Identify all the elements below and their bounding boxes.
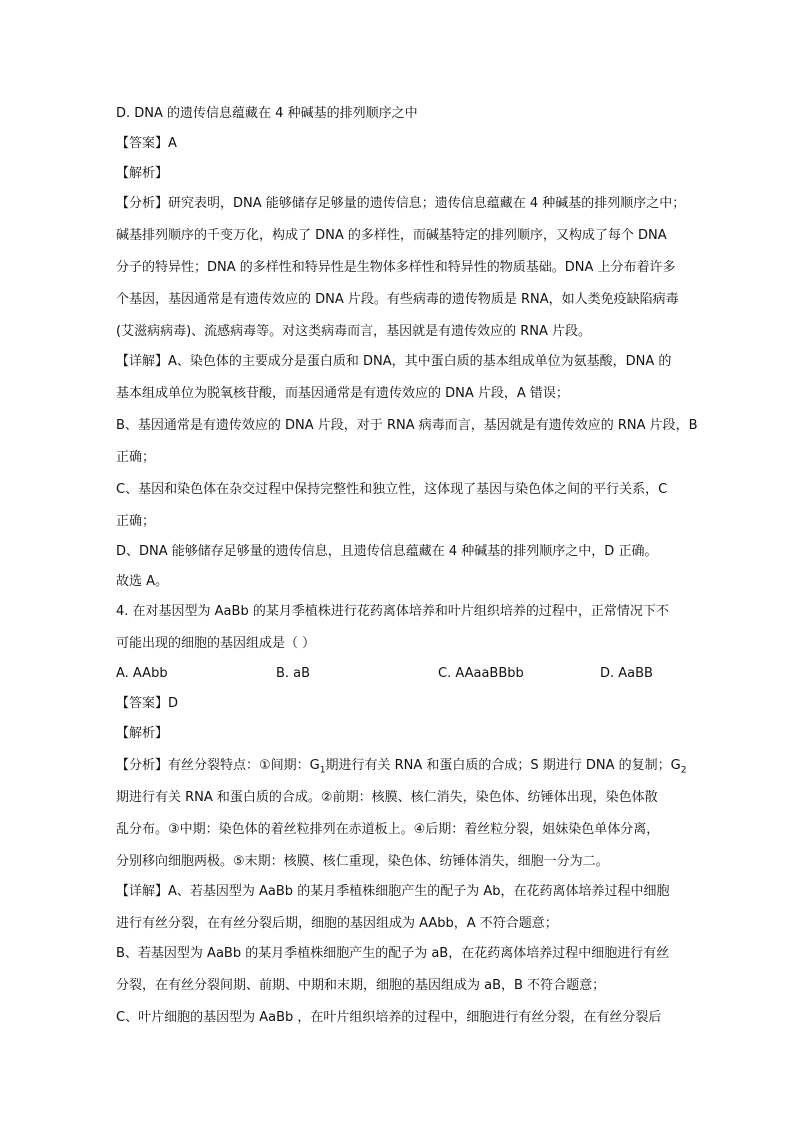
jiexi-label: 【解析】 — [116, 166, 169, 181]
detail-line: 正确； — [116, 450, 156, 465]
detail-line: 正确； — [116, 514, 156, 529]
subscript: 1 — [319, 765, 326, 776]
question-stem: 可能出现的细胞的基因组成是（ ） — [116, 636, 316, 651]
detail-line: 基本组成单位为脱氧核苷酸，而基因通常是有遗传效应的 DNA 片段，A 错误； — [116, 386, 569, 401]
detail-line: B、若基因型为 AaBb 的某月季植株细胞产生的配子为 aB，在花药离体培养过程中细胞进行有丝 — [116, 946, 670, 961]
analysis-line: 分别移向细胞两极。⑤末期：核膜、核仁重现，染色体、纺锤体消失，细胞一分为二。 — [116, 854, 609, 869]
subscript: 2 — [680, 765, 687, 776]
detail-line: B、基因通常是有遗传效应的 DNA 片段，对于 RNA 病毒而言，基因就是有遗传效应的 RNA 片段，B — [116, 418, 698, 433]
analysis-line: (艾滋病病毒)、流感病毒等。对这类病毒而言，基因就是有遗传效应的 RNA 片段。 — [116, 324, 592, 339]
question-stem: 4. 在对基因型为 AaBb 的某月季植株进行花药离体培养和叶片组织培养的过程中，正常情况下不 — [116, 604, 669, 619]
analysis-line: 分子的特异性；DNA 的多样性和特异性是生物体多样性和特异性的物质基础。DNA 上分布着许多 — [116, 260, 676, 275]
option-d: D. AaBB — [600, 666, 653, 681]
option-b: B. aB — [276, 666, 311, 681]
detail-line: 故选 A。 — [116, 574, 169, 589]
analysis-line: 碱基排列顺序的千变万化，构成了 DNA 的多样性，而碱基特定的排列顺序，又构成了每个 DNA — [116, 228, 667, 243]
detail-line: 【详解】A、若基因型为 AaBb 的某月季植株细胞产生的配子为 Ab，在花药离体培养过程中细胞 — [116, 884, 670, 899]
answer-label: 【答案】D — [116, 696, 179, 711]
analysis-text: 期进行有关 RNA 和蛋白质的合成；S 期进行 DNA 的复制；G — [325, 758, 681, 773]
option-a: A. AAbb — [116, 666, 168, 681]
detail-line: C、基因和染色体在杂交过程中保持完整性和独立性，这体现了基因与染色体之间的平行关系，C — [116, 482, 668, 497]
option-d-text: D. DNA 的遗传信息蕴藏在 4 种碱基的排列顺序之中 — [116, 106, 418, 121]
detail-line: 【详解】A、染色体的主要成分是蛋白质和 DNA，其中蛋白质的基本组成单位为氨基酸，DNA 的 — [116, 354, 672, 369]
analysis-line: 【分析】研究表明，DNA 能够储存足够量的遗传信息；遗传信息蕴藏在 4 种碱基的排列顺序之中； — [116, 196, 686, 211]
detail-line: D、DNA 能够储存足够量的遗传信息，且遗传信息蕴藏在 4 种碱基的排列顺序之中，D 正确。 — [116, 544, 658, 559]
answer-label: 【答案】A — [116, 136, 177, 151]
detail-line: 进行有丝分裂，在有丝分裂后期，细胞的基因组成为 AAbb，A 不符合题意； — [116, 916, 558, 931]
analysis-line: 个基因，基因通常是有遗传效应的 DNA 片段。有些病毒的遗传物质是 RNA，如人类免疫缺陷病毒 — [116, 292, 679, 307]
analysis-line: 期进行有关 RNA 和蛋白质的合成。②前期：核膜、核仁消失，染色体、纺锤体出现，染色体散 — [116, 790, 658, 805]
analysis-line — [116, 756, 726, 781]
jiexi-label: 【解析】 — [116, 726, 169, 741]
option-c: C. AAaaBBbb — [438, 666, 524, 681]
analysis-line: 乱分布。③中期：染色体的着丝粒排列在赤道板上。④后期：着丝粒分裂，姐妹染色单体分离， — [116, 822, 660, 837]
detail-line: C、叶片细胞的基因型为 AaBb ，在叶片组织培养的过程中，细胞进行有丝分裂，在有丝分裂后 — [116, 1010, 662, 1025]
detail-line: 分裂，在有丝分裂间期、前期、中期和末期，细胞的基因组成为 aB，B 不符合题意； — [116, 978, 606, 993]
analysis-text: 【分析】有丝分裂特点：①间期：G — [116, 758, 320, 773]
